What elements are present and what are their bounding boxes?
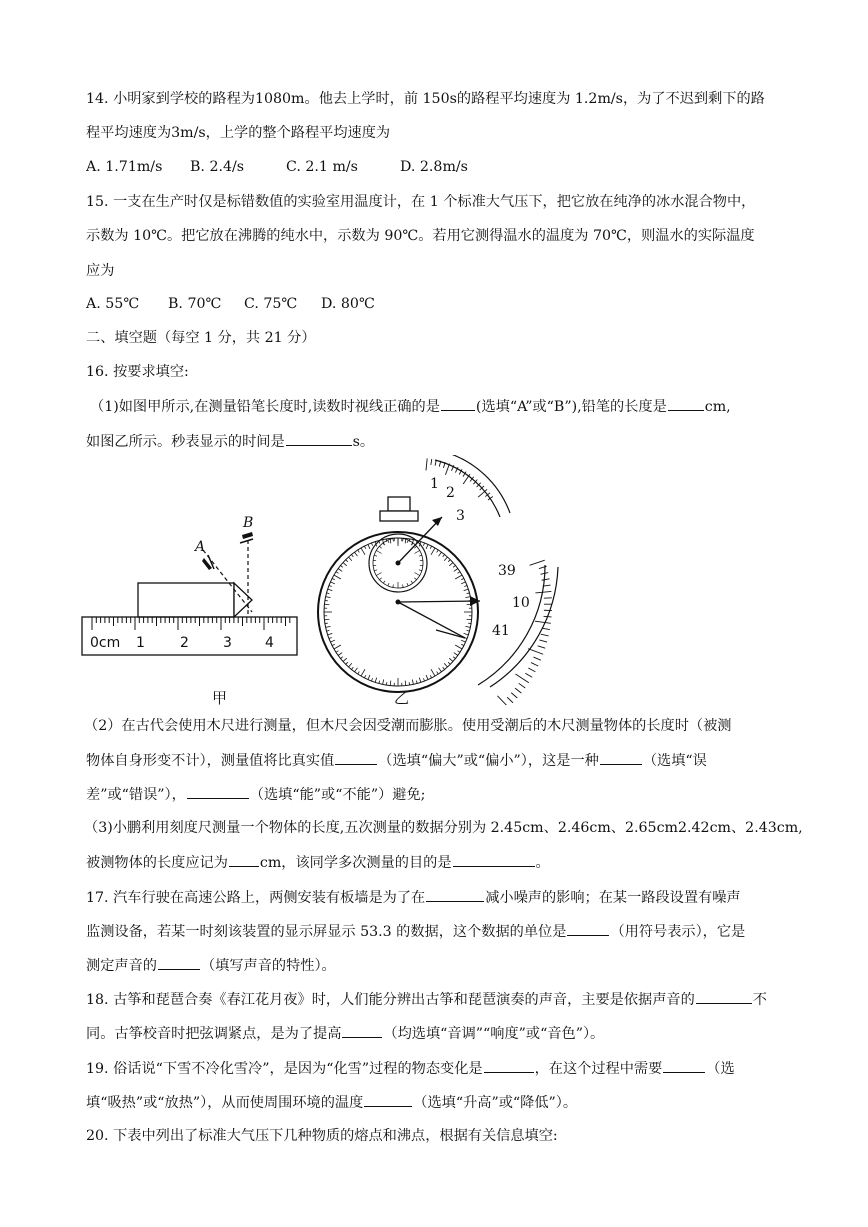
sight-label-b: B — [243, 515, 254, 531]
q17-line3: 测定声音的 （填写声音的特性）。 — [86, 955, 336, 976]
caption-right: 乙 — [394, 689, 410, 707]
outer-dial-label-10: 10 — [512, 595, 530, 611]
inner-dial-label-3: 3 — [456, 508, 465, 524]
answer-blank[interactable] — [286, 431, 352, 446]
sight-label-a: A — [195, 539, 206, 555]
q16-part1-line2: 如图乙所示。秒表显示的时间是 s。 — [86, 431, 374, 452]
option-a: A. 55℃ — [86, 296, 140, 312]
q19-line2: 填“吸热”或“放热”），从而使周围环境的温度 （选填“升高”或“降低”）。 — [86, 1092, 577, 1113]
second-hand — [398, 601, 480, 602]
q16-part3-line2: 被测物体的长度应记为 cm，该同学多次测量的目的是 。 — [86, 852, 550, 873]
option-b: B. 2.4/s — [190, 159, 245, 175]
answer-blank[interactable] — [364, 1092, 412, 1107]
inner-dial-label-1: 1 — [430, 476, 439, 492]
q14-options — [86, 157, 468, 177]
answer-blank[interactable] — [342, 1023, 382, 1038]
answer-blank[interactable] — [663, 1058, 705, 1073]
answer-blank[interactable] — [187, 784, 249, 799]
answer-blank[interactable] — [441, 396, 475, 411]
ruler-label-4: 4 — [265, 635, 274, 651]
q15-line1: 15. 一支在生产时仅是标错数值的实验室用温度计，在 1 个标准大气压下，把它放在纯净的冰水混合物中， — [86, 194, 756, 210]
q15-line3: 应为 — [86, 263, 115, 279]
answer-blank[interactable] — [335, 750, 377, 765]
answer-blank[interactable] — [600, 750, 642, 765]
answer-blank[interactable] — [696, 989, 752, 1004]
outer-dial-label-41: 41 — [492, 623, 510, 639]
q15-options — [86, 294, 375, 314]
q16-part2-line3: 差”或“错误”）， （选填“能”或“不能”）避免; — [86, 784, 425, 805]
outer-dial-label-39: 39 — [498, 563, 516, 579]
option-c: C. 2.1 m/s — [286, 159, 358, 175]
answer-blank[interactable] — [426, 887, 484, 902]
option-d: D. 2.8m/s — [400, 159, 468, 175]
q16-part2-line1: （2）在古代会使用木尺进行测量，但木尺会因受潮而膨胀。使用受潮后的木尺测量物体的长度时（被测 — [84, 718, 732, 734]
inner-dial-label-2: 2 — [446, 485, 455, 501]
answer-blank[interactable] — [158, 955, 200, 970]
q16-part3-line1: （3)小鹏利用刻度尺测量一个物体的长度,五次测量的数据分别为 2.45cm、2.46cm、2.65cm2.42cm、2.43cm, — [84, 820, 803, 836]
q14-line1: 14. 小明家到学校的路程为1080m。他去上学时，前 150s的路程平均速度为 1.2m/s，为了不迟到剩下的路 — [86, 91, 765, 107]
q20-line1: 20. 下表中列出了标准大气压下几种物质的熔点和沸点，根据有关信息填空: — [86, 1128, 558, 1144]
q14-line2: 程平均速度为3m/s，上学的整个路程平均速度为 — [86, 125, 391, 141]
ruler-label-2: 2 — [180, 635, 189, 651]
q18-line1: 18. 古筝和琵琶合奏《春江花月夜》时，人们能分辨出古筝和琵琶演奏的声音，主要是依据声音的 不 — [86, 989, 767, 1010]
caption-left: 甲 — [212, 689, 228, 707]
q17-line1: 17. 汽车行驶在高速公路上，两侧安装有板墙是为了在 减小噪声的影响；在某一路段设置有噪声 — [86, 887, 741, 908]
q19-line1: 19. 俗话说“下雪不冷化雪冷”，是因为“化雪”过程的物态变化是 ，在这个过程中需要 （选 — [86, 1058, 735, 1079]
answer-blank[interactable] — [668, 396, 704, 411]
ruler-label-3: 3 — [223, 635, 232, 651]
q16-title: 16. 按要求填空: — [86, 364, 189, 380]
answer-blank[interactable] — [567, 921, 609, 936]
ruler-label-0: 0cm — [90, 635, 121, 651]
ruler-label-1: 1 — [136, 635, 145, 651]
answer-blank[interactable] — [484, 1058, 534, 1073]
answer-blank[interactable] — [453, 852, 535, 867]
option-c: C. 75℃ — [244, 296, 298, 312]
q17-line2: 监测设备，若某一时刻该装置的显示屏显示 53.3 的数据，这个数据的单位是 （用符号表示），它是 — [86, 921, 745, 942]
q15-line2: 示数为 10℃。把它放在沸腾的纯水中，示数为 90℃。若用它测得温水的温度为 70℃，则温水的实际温度 — [86, 228, 755, 244]
option-a: A. 1.71m/s — [86, 159, 163, 175]
measurement-figure — [80, 455, 800, 705]
q16-part2-line2: 物体自身形变不计），测量值将比真实值 （选填“偏大”或“偏小”），这是一种 （选填“误 — [86, 750, 707, 771]
stopwatch — [318, 497, 478, 692]
q16-part1-line1: （1)如图甲所示,在测量铅笔长度时,读数时视线正确的是 (选填“A”或“B”),铅笔的长度是 cm, — [90, 396, 731, 417]
q18-line2: 同。古筝校音时把弦调紧点，是为了提高 （均选填“音调”“响度”或“音色”）。 — [86, 1023, 604, 1044]
eye-icon-b — [240, 532, 253, 543]
option-b: B. 70℃ — [168, 296, 222, 312]
option-d: D. 80℃ — [321, 296, 375, 312]
section-heading: 二、填空题（每空 1 分，共 21 分） — [86, 330, 316, 346]
answer-blank[interactable] — [229, 852, 259, 867]
